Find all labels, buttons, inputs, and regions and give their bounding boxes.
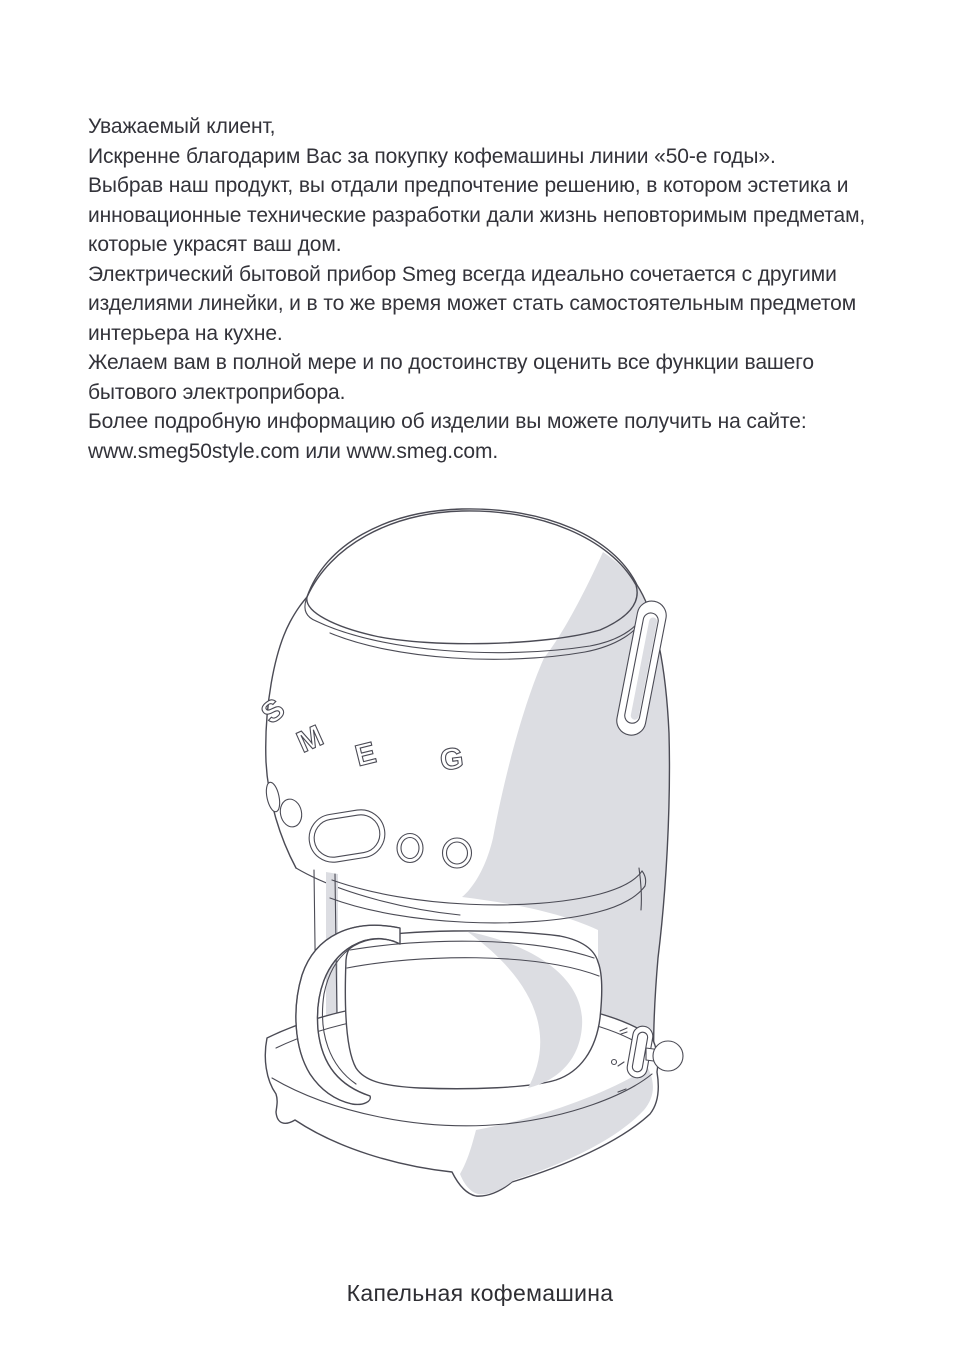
intro-line: Электрический бытовой прибор Smeg всегда идеально сочетается с другими [88,262,837,286]
edge-button [264,781,282,813]
brand-letter-g: G [438,741,466,778]
intro-line: которые украсят ваш дом. [88,233,342,256]
coffee-machine-drawing [225,488,700,1253]
control-panel [264,781,471,868]
brand-logo [255,692,465,777]
intro-line: бытового электроприбора. [88,380,346,404]
intro-line: www.smeg50style.com или www.smeg.com. [88,439,499,463]
display-window [306,806,389,865]
product-caption: Капельная кофемашина [346,1280,614,1306]
brand-letter-m: M [292,719,329,760]
head-bottom-edge [296,868,460,915]
carafe [345,931,601,1089]
intro-paragraph [88,112,888,466]
coffee-machine-illustration [225,488,700,1253]
brand-letter-s: S [255,692,292,731]
knob-ball [653,1041,683,1071]
intro-line: Искренне благодарим Вас за покупку кофемашины линии «50-е годы». [88,144,776,168]
intro-line: Уважаемый клиент, [88,115,276,138]
intro-line: Выбрав наш продукт, вы отдали предпочтение решению, в котором эстетика и [88,174,849,197]
round-button-1 [278,797,304,829]
intro-line: Желаем вам в полной мере и по достоинству оценить все функции вашего [88,351,814,374]
intro-line: инновационные технические разработки дали жизнь неповторимым предметам, [88,203,866,227]
lid-lip-left [305,600,316,621]
intro-line: изделиями линейки, и в то же время может стать самостоятельным предметом [88,292,857,315]
brand-letter-e: E [351,736,380,774]
intro-line: интерьера на кухне. [88,321,283,345]
intro-line: Более подробную информацию об изделии вы можете получить на сайте: [88,410,807,433]
